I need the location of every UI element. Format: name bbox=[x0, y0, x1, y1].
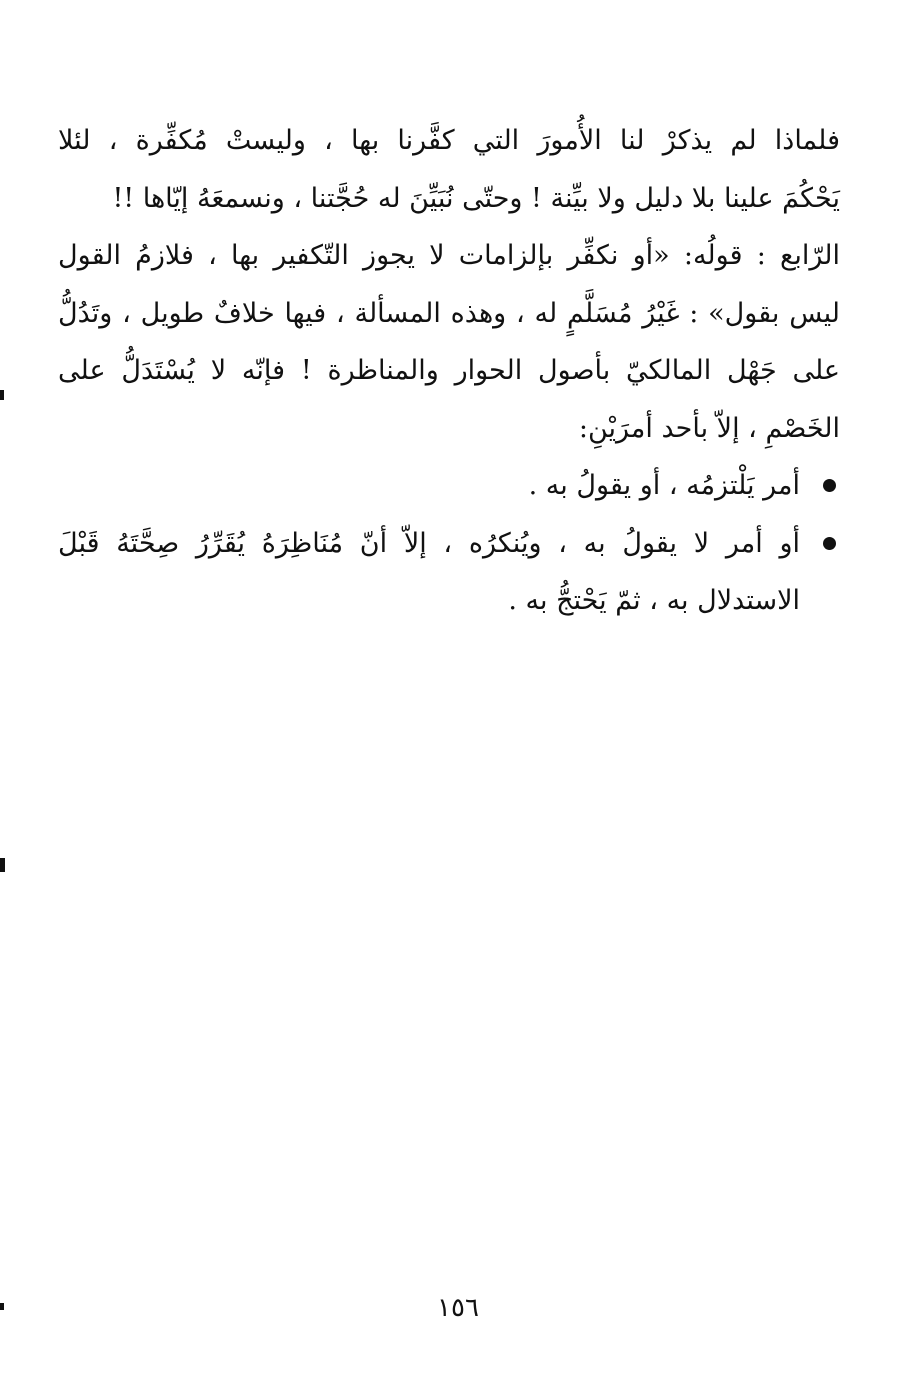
bullet-icon bbox=[823, 479, 836, 492]
text-line: الاستدلال به ، ثمّ يَحْتجُّ به . bbox=[508, 585, 800, 616]
text-line: يَحْكُمَ علينا بلا دليل ولا بيِّنة ! وحتّى نُبَيِّنَ له حُجَّتنا ، ونسمعَهُ إيّاها !! bbox=[112, 182, 840, 214]
text-line: أو أمر لا يقولُ به ، ويُنكرُه ، إلاّ أنّ مُنَاظِرَهُ يُقَرِّرُ صِحَّتَهُ قَبْلَ bbox=[58, 527, 800, 559]
paragraph-1 bbox=[58, 112, 840, 227]
text-line: فلماذا لم يذكرْ لنا الأُمورَ التي كفَّرنا بها ، وليستْ مُكفِّرة ، لئلا bbox=[58, 125, 840, 156]
body-text bbox=[58, 112, 840, 630]
scan-edge-mark bbox=[0, 390, 4, 400]
bullet-icon bbox=[823, 537, 836, 550]
paragraph-2 bbox=[58, 227, 840, 457]
list-item bbox=[58, 457, 840, 515]
text-line: الخَصْمِ ، إلاّ بأحد أمرَيْنِ: bbox=[578, 412, 840, 444]
text-line: على جَهْل المالكيّ بأصول الحوار والمناظرة ! فإنّه لا يُسْتَدَلُّ على bbox=[58, 355, 840, 386]
bullet-list bbox=[58, 457, 840, 630]
text-line: ليس بقول» : غَيْرُ مُسَلَّمٍ له ، وهذه المسألة ، فيها خلافٌ طويل ، وتَدُلُّ bbox=[58, 297, 840, 329]
text-line: أمر يَلْتزمُه ، أو يقولُ به . bbox=[528, 470, 800, 501]
page-number: ١٥٦ bbox=[437, 1293, 479, 1323]
scan-edge-mark bbox=[0, 1303, 4, 1310]
scan-edge-mark bbox=[0, 858, 5, 872]
text-line: الرّابع : قولُه: «أو نكفِّر بإلزامات لا يجوز التّكفير بها ، فلازمُ القول bbox=[58, 240, 840, 271]
list-item bbox=[58, 515, 840, 630]
